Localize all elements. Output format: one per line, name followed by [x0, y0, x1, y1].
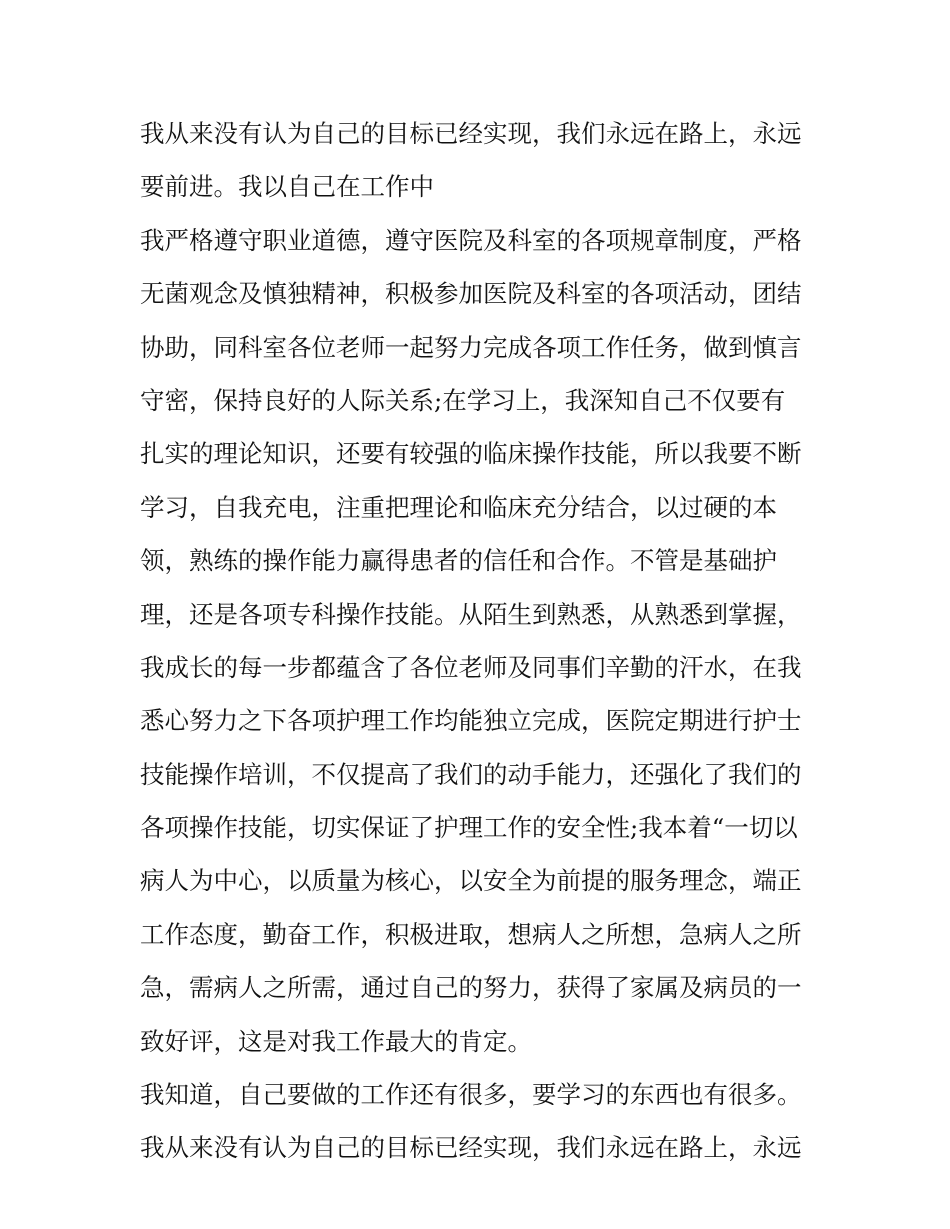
text-line: 工作态度，勤奋工作，积极进取，想病人之所想，急病人之所 [140, 919, 802, 949]
text-line: 我成长的每一步都蕴含了各位老师及同事们辛勤的汗水，在我 [140, 652, 802, 682]
text-line: 理，还是各项专科操作技能。从陌生到熟悉，从熟悉到掌握， [140, 599, 802, 629]
text-line: 领，熟练的操作能力赢得患者的信任和合作。不管是基础护 [140, 546, 777, 576]
text-line: 病人为中心，以质量为核心，以安全为前提的服务理念，端正 [140, 866, 802, 896]
body-text [140, 107, 820, 1175]
text-line: 学习，自我充电，注重把理论和临床充分结合，以过硬的本 [140, 492, 777, 522]
text-line: 我知道，自己要做的工作还有很多，要学习的东西也有很多。 [140, 1080, 802, 1110]
text-line: 我严格遵守职业道德，遵守医院及科室的各项规章制度，严格 [140, 225, 802, 255]
text-line: 协助，同科室各位老师一起努力完成各项工作任务，做到慎言 [140, 332, 802, 362]
text-line: 悉心努力之下各项护理工作均能独立完成，医院定期进行护士 [140, 706, 802, 736]
text-line: 守密，保持良好的人际关系;在学习上，我深知自己不仅要有 [140, 385, 786, 415]
text-line: 技能操作培训，不仅提高了我们的动手能力，还强化了我们的 [140, 759, 802, 789]
text-line: 急，需病人之所需，通过自己的努力，获得了家属及病员的一 [140, 973, 802, 1003]
text-line: 扎实的理论知识，还要有较强的临床操作技能，所以我要不断 [140, 439, 802, 469]
text-line: 我从来没有认为自己的目标已经实现，我们永远在路上，永远 [140, 119, 802, 148]
text-line: 我从来没有认为自己的目标已经实现，我们永远在路上，永远 [140, 1133, 802, 1163]
text-line: 各项操作技能，切实保证了护理工作的安全性;我本着“一切以 [140, 813, 798, 843]
text-line: 致好评，这是对我工作最大的肯定。 [140, 1026, 532, 1056]
text-line: 要前进。我以自己在工作中 [140, 172, 434, 202]
text-line: 无菌观念及慎独精神，积极参加医院及科室的各项活动，团结 [140, 279, 802, 309]
